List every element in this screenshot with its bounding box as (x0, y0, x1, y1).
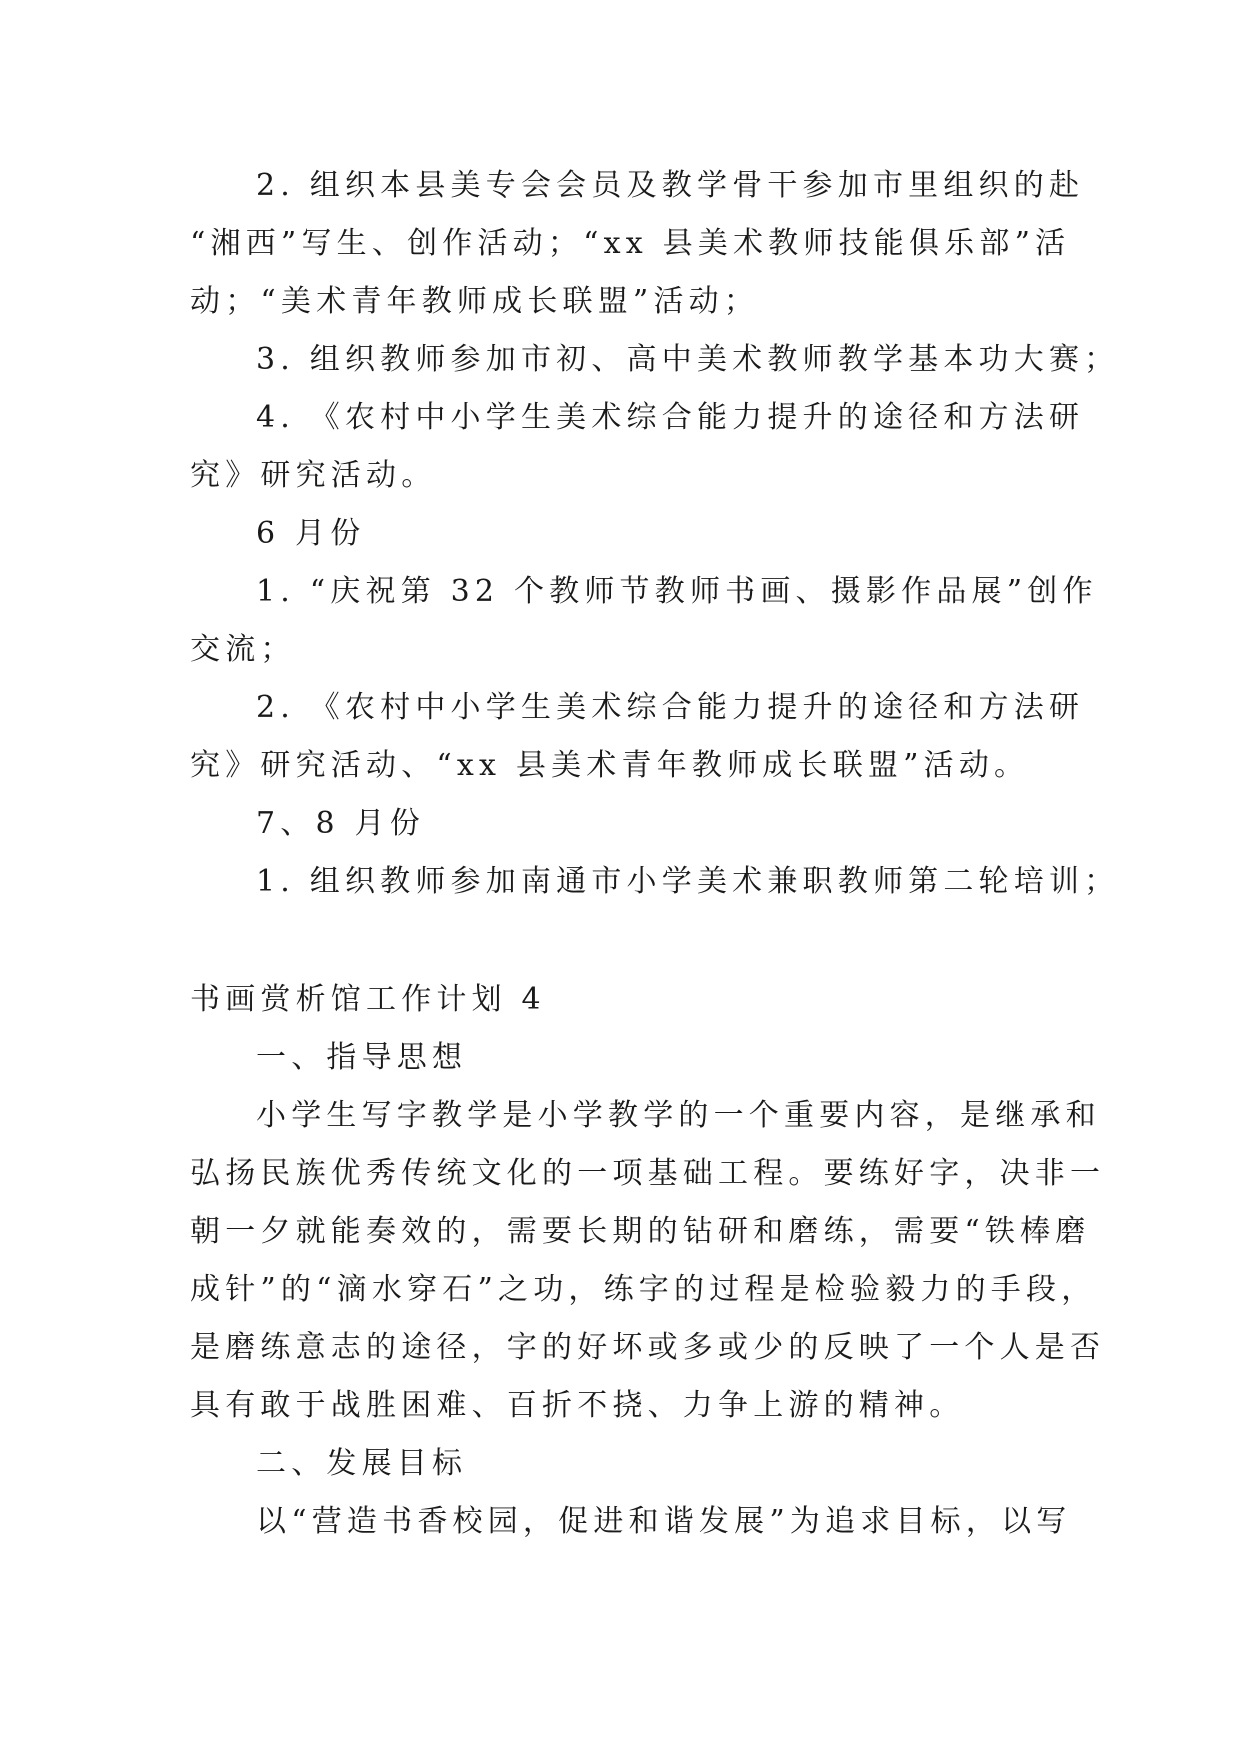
paragraph-line: 2. 《农村中小学生美术综合能力提升的途径和方法研 (256, 690, 1085, 725)
section-title: 书画赏析馆工作计划 4 (190, 982, 546, 1017)
paragraph-line: 以“营造书香校园，促进和谐发展”为追求目标，以写 (256, 1504, 1072, 1539)
month-heading: 7、8 月份 (256, 806, 425, 841)
paragraph-line: 1. 组织教师参加南通市小学美术兼职教师第二轮培训； (256, 864, 1120, 899)
paragraph-line: 3. 组织教师参加市初、高中美术教师教学基本功大赛； (256, 342, 1120, 377)
paragraph-line: 小学生写字教学是小学教学的一个重要内容，是继承和 (256, 1098, 1101, 1133)
subheading: 二、发展目标 (256, 1446, 468, 1481)
paragraph-line: 交流； (190, 632, 296, 667)
paragraph-line: 究》研究活动、“xx 县美术青年教师成长联盟”活动。 (190, 748, 1030, 783)
paragraph-line: 成针”的“滴水穿石”之功，练字的过程是检验毅力的手段， (190, 1272, 1097, 1307)
paragraph-line: 4. 《农村中小学生美术综合能力提升的途径和方法研 (256, 400, 1085, 435)
paragraph-line: 具有敢于战胜困难、百折不挠、力争上游的精神。 (190, 1388, 965, 1423)
paragraph-line: 动；“美术青年教师成长联盟”活动； (190, 284, 760, 319)
paragraph-line: 朝一夕就能奏效的，需要长期的钻研和磨练，需要“铁棒磨 (190, 1214, 1091, 1249)
subheading: 一、指导思想 (256, 1040, 468, 1075)
paragraph-line: 是磨练意志的途径，字的好坏或多或少的反映了一个人是否 (190, 1330, 1106, 1365)
paragraph-line: “湘西”写生、创作活动；“xx 县美术教师技能俱乐部”活 (190, 226, 1071, 261)
paragraph-line: 弘扬民族优秀传统文化的一项基础工程。要练好字，决非一 (190, 1156, 1106, 1191)
month-heading: 6 月份 (256, 516, 366, 551)
paragraph-line: 2. 组织本县美专会会员及教学骨干参加市里组织的赴 (256, 168, 1085, 203)
paragraph-line: 究》研究活动。 (190, 458, 437, 493)
paragraph-line: 1. “庆祝第 32 个教师节教师书画、摄影作品展”创作 (256, 574, 1098, 609)
